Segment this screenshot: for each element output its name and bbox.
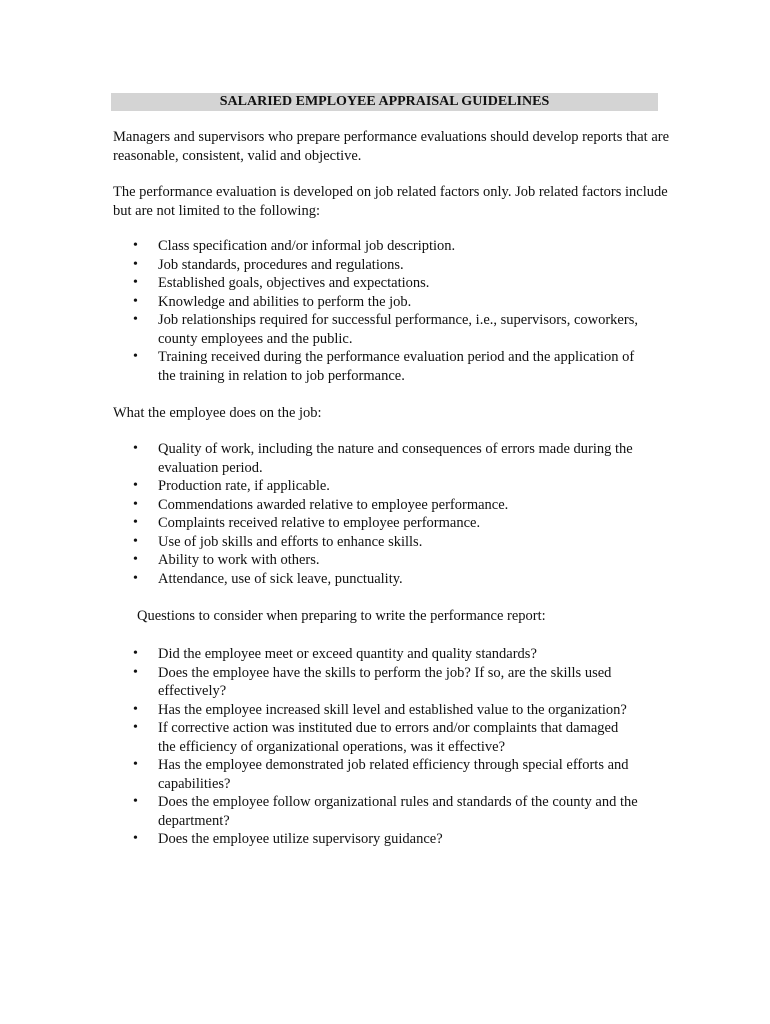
list-item: • Did the employee meet or exceed quantity and quality standards? <box>133 646 537 662</box>
list-item: • Has the employee increased skill level and established value to the organization? <box>133 701 627 718</box>
factors-list <box>0 237 700 385</box>
bullet-icon: • <box>133 646 138 661</box>
bullet-icon: • <box>133 275 138 290</box>
bullet-icon: • <box>133 794 138 809</box>
intro-paragraph: Managers and supervisors who prepare performance evaluations should develop reports that are reasonable, consistent, valid and objective. <box>113 129 670 164</box>
list-item: • Has the employee demonstrated job related efficiency through special efforts and capabilities? <box>133 757 629 792</box>
list-item: • Knowledge and abilities to perform the job. <box>133 293 412 310</box>
does-intro-paragraph: What the employee does on the job: <box>113 405 322 421</box>
bullet-icon: • <box>133 349 138 364</box>
bullet-icon: • <box>133 293 138 309</box>
bullet-icon: • <box>133 570 138 586</box>
bullet-icon: • <box>133 552 138 567</box>
list-item: • Production rate, if applicable. <box>133 478 330 494</box>
list-item: • Attendance, use of sick leave, punctuality. <box>133 570 403 587</box>
list-item: • Does the employee follow organizational rules and standards of the county and the department? <box>133 794 638 829</box>
bullet-icon: • <box>133 515 138 530</box>
factors-intro-paragraph: The performance evaluation is developed on job related factors only. Job related factors include but are not limited to the following: <box>113 184 668 219</box>
bullet-icon: • <box>133 831 138 846</box>
does-list <box>0 440 700 588</box>
bullet-icon: • <box>133 701 138 717</box>
document-title: SALARIED EMPLOYEE APPRAISAL GUIDELINES <box>111 93 658 111</box>
bullet-icon: • <box>133 441 138 456</box>
list-item: • Ability to work with others. <box>133 552 320 568</box>
list-item: • Training received during the performance evaluation period and the application of the training in relation to job performance. <box>133 349 635 384</box>
bullet-icon: • <box>133 720 138 735</box>
list-item: • Quality of work, including the nature and consequences of errors made during the evaluation period. <box>133 441 633 476</box>
questions-intro-paragraph: Questions to consider when preparing to write the performance report: <box>137 608 546 624</box>
questions-list <box>0 645 700 849</box>
bullet-icon: • <box>133 312 138 327</box>
list-item: • Use of job skills and efforts to enhance skills. <box>133 533 423 550</box>
bullet-icon: • <box>133 664 138 680</box>
list-item: • Commendations awarded relative to employee performance. <box>133 496 509 513</box>
list-item: • If corrective action was instituted due to errors and/or complaints that damaged the efficiency of organizational operations, was it effective? <box>133 720 619 755</box>
list-item: • Class specification and/or informal job description. <box>133 238 456 254</box>
list-item: • Job relationships required for successful performance, i.e., supervisors, coworkers, county employees and the public. <box>133 312 638 347</box>
list-item: • Established goals, objectives and expectations. <box>133 275 430 291</box>
bullet-icon: • <box>133 478 138 493</box>
list-item: • Job standards, procedures and regulations. <box>133 256 404 273</box>
bullet-icon: • <box>133 496 138 512</box>
bullet-icon: • <box>133 757 138 772</box>
list-item: • Complaints received relative to employee performance. <box>133 515 481 531</box>
list-item: • Does the employee utilize supervisory guidance? <box>133 831 443 847</box>
bullet-icon: • <box>133 533 138 549</box>
list-item: • Does the employee have the skills to perform the job? If so, are the skills used effectively? <box>133 664 612 699</box>
bullet-icon: • <box>133 256 138 272</box>
bullet-icon: • <box>133 238 138 253</box>
